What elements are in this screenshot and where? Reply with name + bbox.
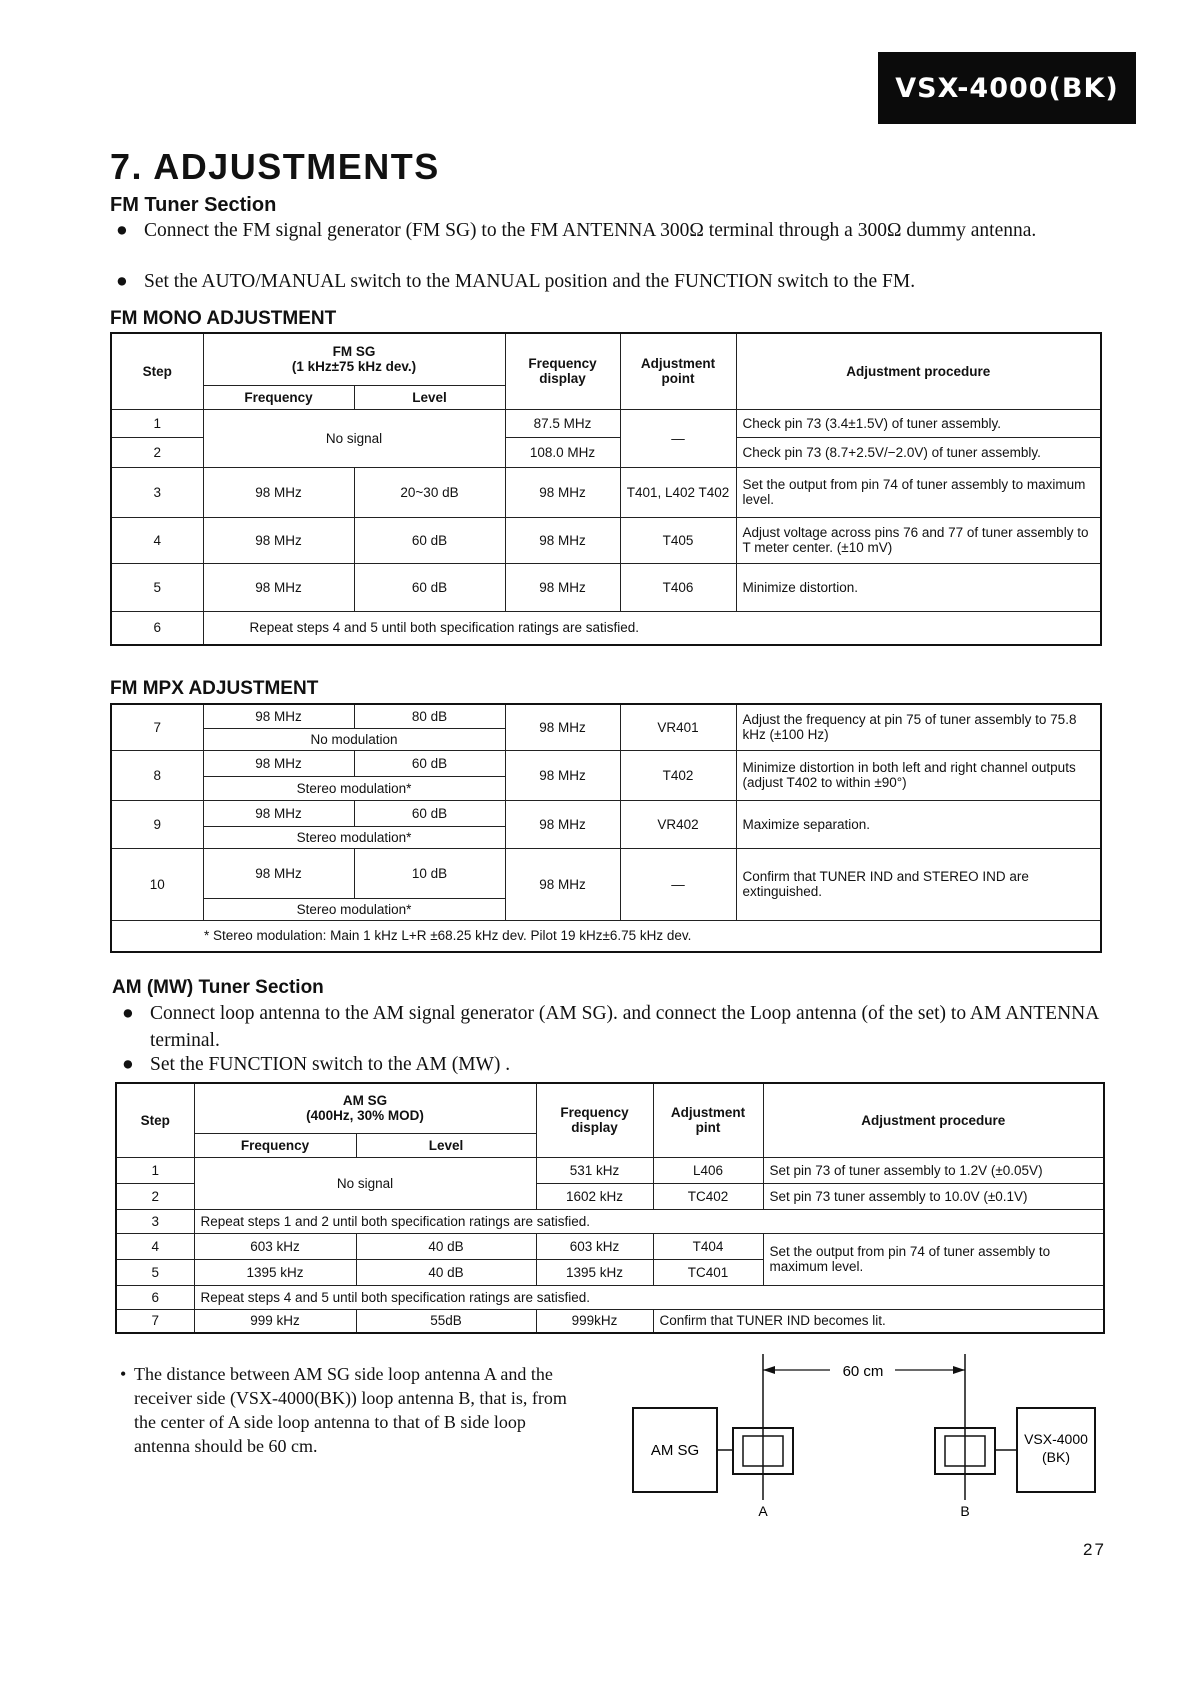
receiver-label-1: VSX-4000 [1024, 1431, 1088, 1447]
procedure-cell: Set pin 73 tuner assembly to 10.0V (±0.1V) [763, 1183, 1104, 1209]
step-cell: 10 [111, 848, 203, 920]
modulation-cell: Stereo modulation* [203, 776, 505, 800]
step-cell: 5 [111, 563, 203, 611]
span-note-cell: Repeat steps 4 and 5 until both specification ratings are satisfied. [194, 1285, 1104, 1309]
fm-mono-title: FM MONO ADJUSTMENT [110, 308, 337, 329]
th-fm-sg-line1: FM SG [332, 344, 376, 360]
freq-cell: 603 kHz [194, 1233, 356, 1259]
am-instruction-2 [122, 1051, 1110, 1078]
procedure-cell: Minimize distortion in both left and right channel outputs (adjust T402 to within ±90°) [736, 750, 1101, 800]
procedure-cell: Maximize separation. [736, 800, 1101, 848]
fm-instruction-2 [116, 268, 1104, 295]
procedure-cell: Adjust voltage across pins 76 and 77 of tuner assembly to T meter center. (±10 mV) [736, 517, 1101, 563]
step-cell: 2 [116, 1183, 194, 1209]
th-adj-point: Adjustment point [620, 333, 736, 409]
span-note-cell: Repeat steps 4 and 5 until both specification ratings are satisfied. [203, 611, 1101, 645]
freq-cell: 98 MHz [203, 517, 354, 563]
step-cell: 3 [111, 467, 203, 517]
th-step: Step [111, 333, 203, 409]
fm-mpx-title: FM MPX ADJUSTMENT [110, 678, 319, 699]
point-cell: T405 [620, 517, 736, 563]
sg-cell: No signal [203, 409, 505, 467]
procedure-cell: Set the output from pin 74 of tuner assembly to maximum level. [763, 1233, 1104, 1285]
table-row [111, 800, 1101, 826]
table-row [116, 1285, 1104, 1309]
point-cell: TC402 [653, 1183, 763, 1209]
th-procedure: Adjustment procedure [763, 1083, 1104, 1157]
display-cell: 98 MHz [505, 800, 620, 848]
distance-label: 60 cm [842, 1363, 884, 1380]
procedure-cell: Set pin 73 of tuner assembly to 1.2V (±0.05V) [763, 1157, 1104, 1183]
bullet-icon: ● [116, 219, 128, 241]
th-step: Step [116, 1083, 194, 1157]
step-cell: 5 [116, 1259, 194, 1285]
th-level: Level [356, 1133, 536, 1157]
table-row [111, 611, 1101, 645]
sg-cell: No signal [194, 1157, 536, 1209]
table-row [116, 1233, 1104, 1259]
display-cell: 98 MHz [505, 563, 620, 611]
procedure-cell: Minimize distortion. [736, 563, 1101, 611]
fm-instruction-1 [116, 217, 1104, 244]
display-cell: 98 MHz [505, 750, 620, 800]
step-cell: 7 [116, 1309, 194, 1333]
point-cell: L406 [653, 1157, 763, 1183]
bullet-icon: • [120, 1364, 127, 1384]
bullet-icon: ● [116, 270, 128, 292]
th-frequency: Frequency [194, 1133, 356, 1157]
procedure-cell: Check pin 73 (8.7+2.5V/−2.0V) of tuner assembly. [736, 437, 1101, 467]
antenna-b-label: B [960, 1503, 970, 1519]
am-section-title: AM (MW) Tuner Section [112, 977, 324, 998]
table-row [116, 1157, 1104, 1183]
table-row [116, 1209, 1104, 1233]
point-cell: TC401 [653, 1259, 763, 1285]
receiver-label-2: (BK) [1042, 1449, 1070, 1465]
arrow-left-icon [763, 1366, 775, 1374]
display-cell: 531 kHz [536, 1157, 653, 1183]
bullet-icon: ● [122, 1002, 134, 1024]
point-cell: VR401 [620, 704, 736, 750]
table-row [111, 467, 1101, 517]
modulation-cell: No modulation [203, 728, 505, 750]
freq-cell: 999 kHz [194, 1309, 356, 1333]
freq-cell: 98 MHz [203, 848, 354, 898]
loop-antenna-diagram [625, 1350, 1105, 1520]
level-cell: 60 dB [354, 563, 505, 611]
point-cell: T402 [620, 750, 736, 800]
point-cell: T404 [653, 1233, 763, 1259]
fm-instruction-1-text: Connect the FM signal generator (FM SG) to the FM ANTENNA 300Ω terminal through a 300Ω dummy antenna. [144, 220, 1037, 241]
fm-mpx-table [110, 703, 1102, 953]
span-note-cell: Repeat steps 1 and 2 until both specification ratings are satisfied. [194, 1209, 1104, 1233]
level-cell: 40 dB [356, 1233, 536, 1259]
table-row [111, 409, 1101, 437]
fm-mono-table [110, 332, 1102, 646]
freq-cell: 98 MHz [203, 467, 354, 517]
level-cell: 60 dB [354, 750, 505, 776]
th-fm-sg [203, 333, 505, 385]
level-cell: 55dB [356, 1309, 536, 1333]
display-cell: 999kHz [536, 1309, 653, 1333]
fm-section-title: FM Tuner Section [110, 194, 277, 216]
am-table [115, 1082, 1105, 1334]
th-adj-point: Adjustment pint [653, 1083, 763, 1157]
modulation-cell: Stereo modulation* [203, 826, 505, 848]
step-cell: 8 [111, 750, 203, 800]
display-cell: 98 MHz [505, 517, 620, 563]
step-cell: 6 [111, 611, 203, 645]
arrow-right-icon [953, 1366, 965, 1374]
point-cell: T406 [620, 563, 736, 611]
display-cell: 108.0 MHz [505, 437, 620, 467]
table-row [116, 1309, 1104, 1333]
procedure-cell: Confirm that TUNER IND and STEREO IND are extinguished. [736, 848, 1101, 920]
display-cell: 98 MHz [505, 467, 620, 517]
display-cell: 1602 kHz [536, 1183, 653, 1209]
display-cell: 1395 kHz [536, 1259, 653, 1285]
display-cell: 87.5 MHz [505, 409, 620, 437]
step-cell: 4 [116, 1233, 194, 1259]
th-am-sg [194, 1083, 536, 1133]
page-number: 27 [1083, 1540, 1106, 1559]
table-row [111, 704, 1101, 728]
step-cell: 9 [111, 800, 203, 848]
modulation-cell: Stereo modulation* [203, 898, 505, 920]
step-cell: 2 [111, 437, 203, 467]
th-frequency: Frequency [203, 385, 354, 409]
display-cell: 98 MHz [505, 848, 620, 920]
am-sg-label: AM SG [650, 1442, 700, 1459]
point-cell: — [620, 848, 736, 920]
table-row [111, 563, 1101, 611]
level-cell: 80 dB [354, 704, 505, 728]
th-am-sg-line1: AM SG [342, 1093, 388, 1109]
th-level: Level [354, 385, 505, 409]
display-cell: 603 kHz [536, 1233, 653, 1259]
procedure-cell: Adjust the frequency at pin 75 of tuner assembly to 75.8 kHz (±100 Hz) [736, 704, 1101, 750]
th-procedure: Adjustment procedure [736, 333, 1101, 409]
level-cell: 20~30 dB [354, 467, 505, 517]
step-cell: 1 [111, 409, 203, 437]
fm-instruction-2-text: Set the AUTO/MANUAL switch to the MANUAL position and the FUNCTION switch to the FM. [144, 271, 916, 292]
table-row [111, 848, 1101, 898]
step-cell: 4 [111, 517, 203, 563]
page-title: 7. ADJUSTMENTS [110, 146, 440, 187]
am-instruction-1 [122, 1000, 1110, 1054]
model-badge: VSX-4000(BK) [878, 52, 1136, 124]
freq-cell: 1395 kHz [194, 1259, 356, 1285]
freq-cell: 98 MHz [203, 704, 354, 728]
step-cell: 6 [116, 1285, 194, 1309]
stereo-footnote: * Stereo modulation: Main 1 kHz L+R ±68.25 kHz dev. Pilot 19 kHz±6.75 kHz dev. [111, 920, 1101, 952]
procedure-cell: Set the output from pin 74 of tuner assembly to maximum level. [736, 467, 1101, 517]
point-cell: VR402 [620, 800, 736, 848]
display-cell: 98 MHz [505, 704, 620, 750]
th-freq-display: Frequency display [505, 333, 620, 409]
procedure-cell: Confirm that TUNER IND becomes lit. [653, 1309, 1104, 1333]
level-cell: 60 dB [354, 800, 505, 826]
table-row [111, 750, 1101, 776]
point-cell: T401, L402 T402 [620, 467, 736, 517]
distance-note-text: The distance between AM SG side loop antenna A and the receiver side (VSX-4000(BK)) loop antenna B, that is, from the center of A side loop antenna to that of B side loop antenna should be 60 cm. [134, 1364, 567, 1456]
step-cell: 7 [111, 704, 203, 750]
level-cell: 60 dB [354, 517, 505, 563]
am-instruction-1-text: Connect loop antenna to the AM signal generator (AM SG). and connect the Loop antenna (of the set) to AM ANTENNA terminal. [150, 1003, 1099, 1051]
freq-cell: 98 MHz [203, 750, 354, 776]
am-instruction-2-text: Set the FUNCTION switch to the AM (MW) . [150, 1054, 511, 1075]
bullet-icon: ● [122, 1053, 134, 1075]
step-cell: 1 [116, 1157, 194, 1183]
freq-cell: 98 MHz [203, 800, 354, 826]
table-row [111, 517, 1101, 563]
th-freq-display: Frequency display [536, 1083, 653, 1157]
step-cell: 3 [116, 1209, 194, 1233]
antenna-a-label: A [758, 1503, 768, 1519]
freq-cell: 98 MHz [203, 563, 354, 611]
level-cell: 10 dB [354, 848, 505, 898]
procedure-cell: Check pin 73 (3.4±1.5V) of tuner assembly. [736, 409, 1101, 437]
level-cell: 40 dB [356, 1259, 536, 1285]
point-cell: — [620, 409, 736, 467]
th-am-sg-line2: (400Hz, 30% MOD) [306, 1108, 424, 1124]
th-fm-sg-line2: (1 kHz±75 kHz dev.) [291, 359, 417, 375]
distance-note [120, 1362, 584, 1458]
